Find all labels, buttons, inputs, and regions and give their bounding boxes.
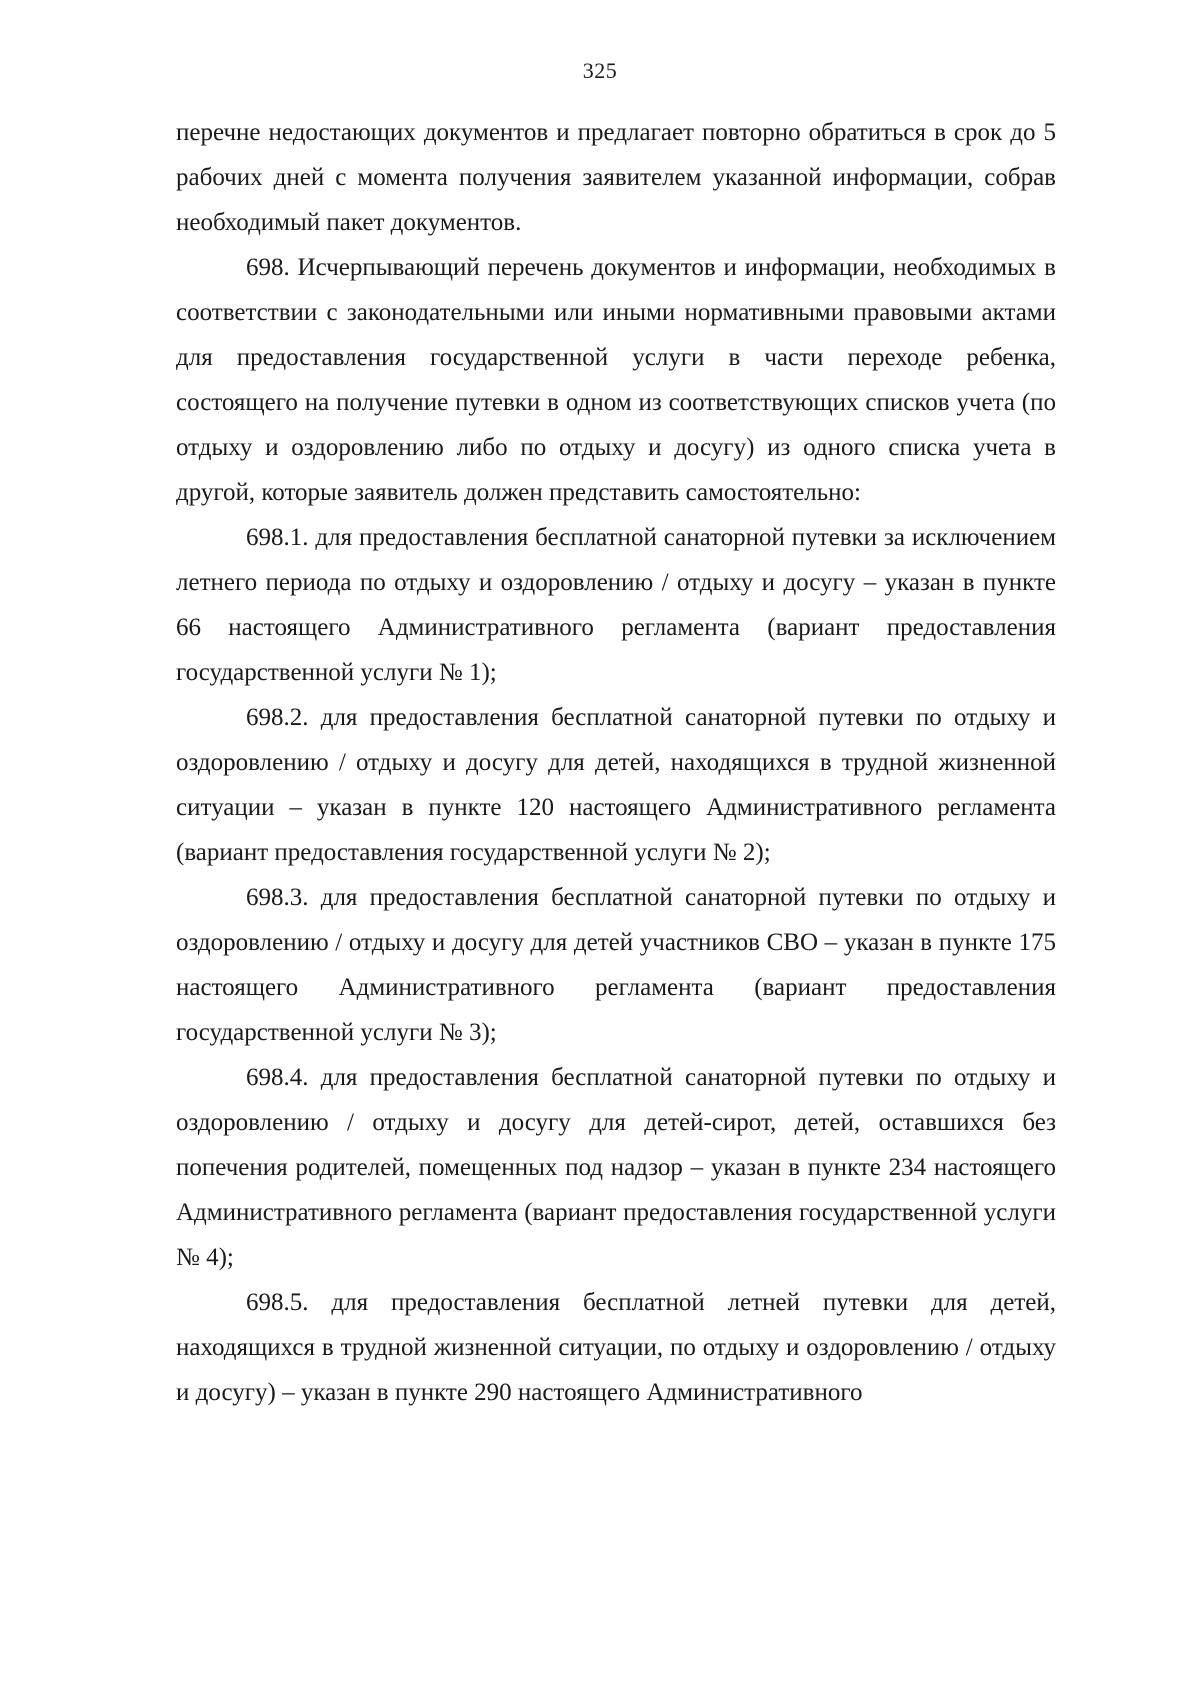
paragraph-continuation: перечне недостающих документов и предлагает повторно обратиться в срок до 5 рабочих дней с момента получения заявителем указанной информации, собрав необходимый пакет документов. xyxy=(176,119,1056,236)
paragraph-698-4: 698.4. для предоставления бесплатной санаторной путевки по отдыху и оздоровлению / отдыху и досугу для детей-сирот, детей, оставшихся без попечения родителей, помещенных под надзор – указан в пункте 234 настоящего Административного регламента (вариант предоставления государственной услуги № 4); xyxy=(176,1064,1056,1271)
paragraph-698-5: 698.5. для предоставления бесплатной летней путевки для детей, находящихся в трудной жизненной ситуации, по отдыху и оздоровлению / отдыху и досугу) – указан в пункте 290 настоящего Административного xyxy=(176,1289,1056,1406)
paragraph-698-3: 698.3. для предоставления бесплатной санаторной путевки по отдыху и оздоровлению / отдыху и досугу для детей участников СВО – указан в пункте 175 настоящего Административного регламента (вариант предоставления государственной услуги № 3); xyxy=(176,884,1056,1046)
paragraph-698-1: 698.1. для предоставления бесплатной санаторной путевки за исключением летнего периода по отдыху и оздоровлению / отдыху и досугу – указан в пункте 66 настоящего Административного регламента (вариант предоставления государственной услуги № 1); xyxy=(176,524,1056,686)
paragraph-698: 698. Исчерпывающий перечень документов и информации, необходимых в соответствии с законодательными или иными нормативными правовыми актами для предоставления государственной услуги в части переходе ребенка, состоящего на получение путевки в одном из соответствующих списков учета (по отдыху и оздоровлению либо по отдыху и досугу) из одного списка учета в другой, которые заявитель должен представить самостоятельно: xyxy=(176,254,1056,506)
document-body xyxy=(176,110,1056,1415)
paragraph-698-2: 698.2. для предоставления бесплатной санаторной путевки по отдыху и оздоровлению / отдыху и досугу для детей, находящихся в трудной жизненной ситуации – указан в пункте 120 настоящего Административного регламента (вариант предоставления государственной услуги № 2); xyxy=(176,704,1056,866)
page-number: 325 xyxy=(582,58,618,83)
